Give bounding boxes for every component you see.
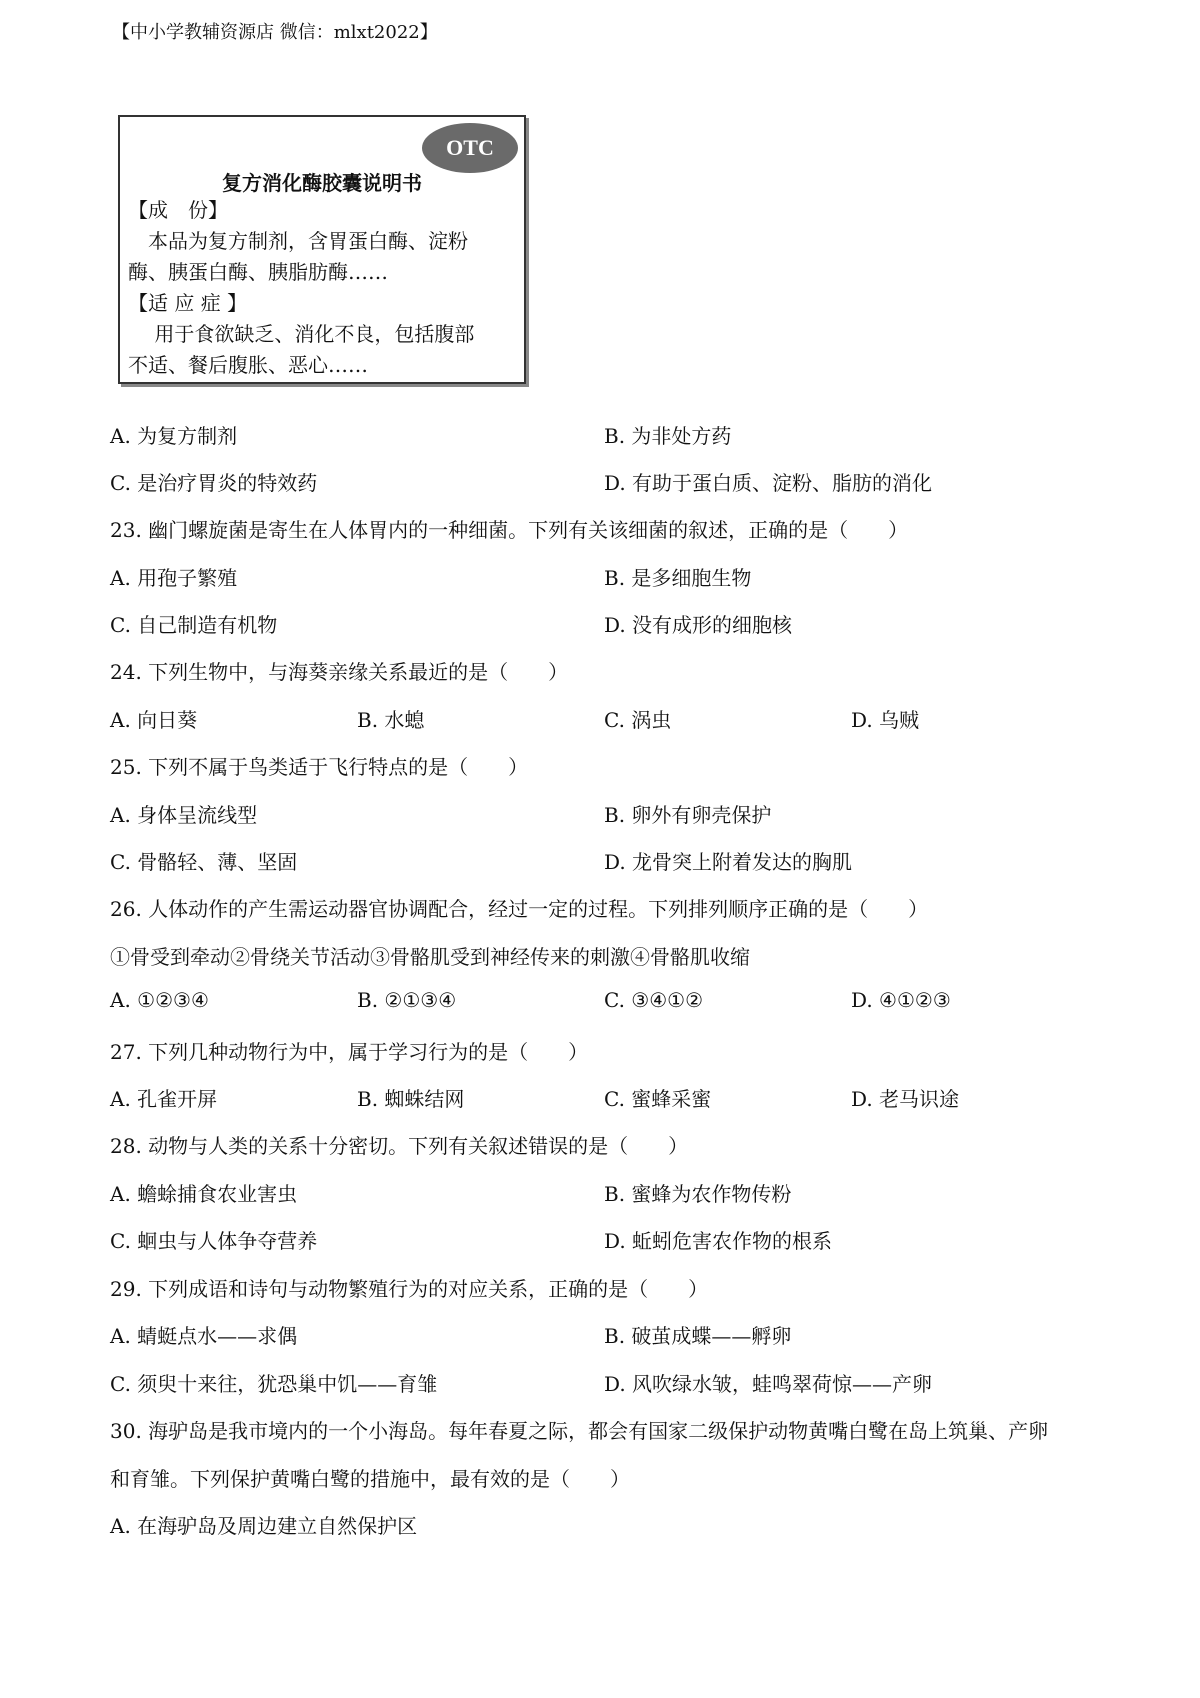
q26-option-b: B. ②①③④ bbox=[357, 988, 457, 1012]
q23-stem: 23. 幽门螺旋菌是寄生在人体胃内的一种细菌。下列有关该细菌的叙述，正确的是（ ） bbox=[110, 518, 909, 542]
leaflet-ingredients-line: 酶、胰蛋白酶、胰脂肪酶…… bbox=[128, 260, 388, 284]
q26-info: ①骨受到牵动②骨绕关节活动③骨骼肌受到神经传来的刺激④骨骼肌收缩 bbox=[110, 945, 750, 969]
q27-option-c: C. 蜜蜂采蜜 bbox=[604, 1087, 712, 1111]
q28-option-c: C. 蛔虫与人体争夺营养 bbox=[110, 1229, 318, 1253]
q29-stem: 29. 下列成语和诗句与动物繁殖行为的对应关系，正确的是（ ） bbox=[110, 1277, 709, 1301]
q30-stem-continued: 和育雏。下列保护黄嘴白鹭的措施中，最有效的是（ ） bbox=[110, 1467, 630, 1491]
q24-option-d: D. 乌贼 bbox=[851, 708, 920, 732]
q24-option-a: A. 向日葵 bbox=[110, 708, 198, 732]
q22-option-d: D. 有助于蛋白质、淀粉、脂肪的消化 bbox=[604, 471, 933, 495]
q24-option-c: C. 涡虫 bbox=[604, 708, 672, 732]
q29-option-c: C. 须臾十来往，犹恐巢中饥——育雏 bbox=[110, 1372, 438, 1396]
q28-option-b: B. 蜜蜂为农作物传粉 bbox=[604, 1182, 792, 1206]
medicine-leaflet-image bbox=[118, 115, 526, 384]
leaflet-indication-heading: 【适 应 症 】 bbox=[128, 291, 248, 315]
q28-stem: 28. 动物与人类的关系十分密切。下列有关叙述错误的是（ ） bbox=[110, 1134, 689, 1158]
q22-option-a: A. 为复方制剂 bbox=[110, 424, 238, 448]
q23-option-b: B. 是多细胞生物 bbox=[604, 566, 752, 590]
q29-option-a: A. 蜻蜓点水——求偶 bbox=[110, 1324, 298, 1348]
q23-option-a: A. 用孢子繁殖 bbox=[110, 566, 238, 590]
q25-stem: 25. 下列不属于鸟类适于飞行特点的是（ ） bbox=[110, 755, 529, 779]
q23-option-c: C. 自己制造有机物 bbox=[110, 613, 278, 637]
otc-badge: OTC bbox=[422, 123, 518, 173]
leaflet-indication-line: 不适、餐后腹胀、恶心…… bbox=[128, 353, 368, 377]
q27-option-b: B. 蜘蛛结网 bbox=[357, 1087, 465, 1111]
q25-option-d: D. 龙骨突上附着发达的胸肌 bbox=[604, 850, 853, 874]
q26-option-c: C. ③④①② bbox=[604, 988, 704, 1012]
q23-option-d: D. 没有成形的细胞核 bbox=[604, 613, 793, 637]
q25-option-c: C. 骨骼轻、薄、坚固 bbox=[110, 850, 298, 874]
q27-stem: 27. 下列几种动物行为中，属于学习行为的是（ ） bbox=[110, 1040, 589, 1064]
leaflet-ingredients-heading: 【成 份】 bbox=[128, 198, 228, 222]
leaflet-title: 复方消化酶胶囊说明书 bbox=[222, 171, 422, 195]
leaflet-indication-line: 用于食欲缺乏、消化不良，包括腹部 bbox=[128, 322, 475, 346]
leaflet-ingredients-line: 本品为复方制剂，含胃蛋白酶、淀粉 bbox=[128, 229, 468, 253]
q22-option-c: C. 是治疗胃炎的特效药 bbox=[110, 471, 318, 495]
watermark-header: 【中小学教辅资源店 微信：mlxt2022】 bbox=[112, 22, 438, 43]
q26-option-a: A. ①②③④ bbox=[110, 988, 209, 1012]
q24-stem: 24. 下列生物中，与海葵亲缘关系最近的是（ ） bbox=[110, 660, 569, 684]
q22-option-b: B. 为非处方药 bbox=[604, 424, 732, 448]
q28-option-a: A. 蟾蜍捕食农业害虫 bbox=[110, 1182, 298, 1206]
q27-option-a: A. 孔雀开屏 bbox=[110, 1087, 218, 1111]
q26-option-d: D. ④①②③ bbox=[851, 988, 951, 1012]
q27-option-d: D. 老马识途 bbox=[851, 1087, 960, 1111]
q30-option-a: A. 在海驴岛及周边建立自然保护区 bbox=[110, 1514, 418, 1538]
q25-option-a: A. 身体呈流线型 bbox=[110, 803, 258, 827]
q29-option-d: D. 风吹绿水皱，蛙鸣翠荷惊——产卵 bbox=[604, 1372, 933, 1396]
q28-option-d: D. 蚯蚓危害农作物的根系 bbox=[604, 1229, 833, 1253]
q24-option-b: B. 水螅 bbox=[357, 708, 425, 732]
q29-option-b: B. 破茧成蝶——孵卵 bbox=[604, 1324, 792, 1348]
q26-stem: 26. 人体动作的产生需运动器官协调配合，经过一定的过程。下列排列顺序正确的是（ ） bbox=[110, 897, 929, 921]
q30-stem: 30. 海驴岛是我市境内的一个小海岛。每年春夏之际，都会有国家二级保护动物黄嘴白鹭在岛上筑巢、产卵 bbox=[110, 1419, 1049, 1443]
q25-option-b: B. 卵外有卵壳保护 bbox=[604, 803, 772, 827]
